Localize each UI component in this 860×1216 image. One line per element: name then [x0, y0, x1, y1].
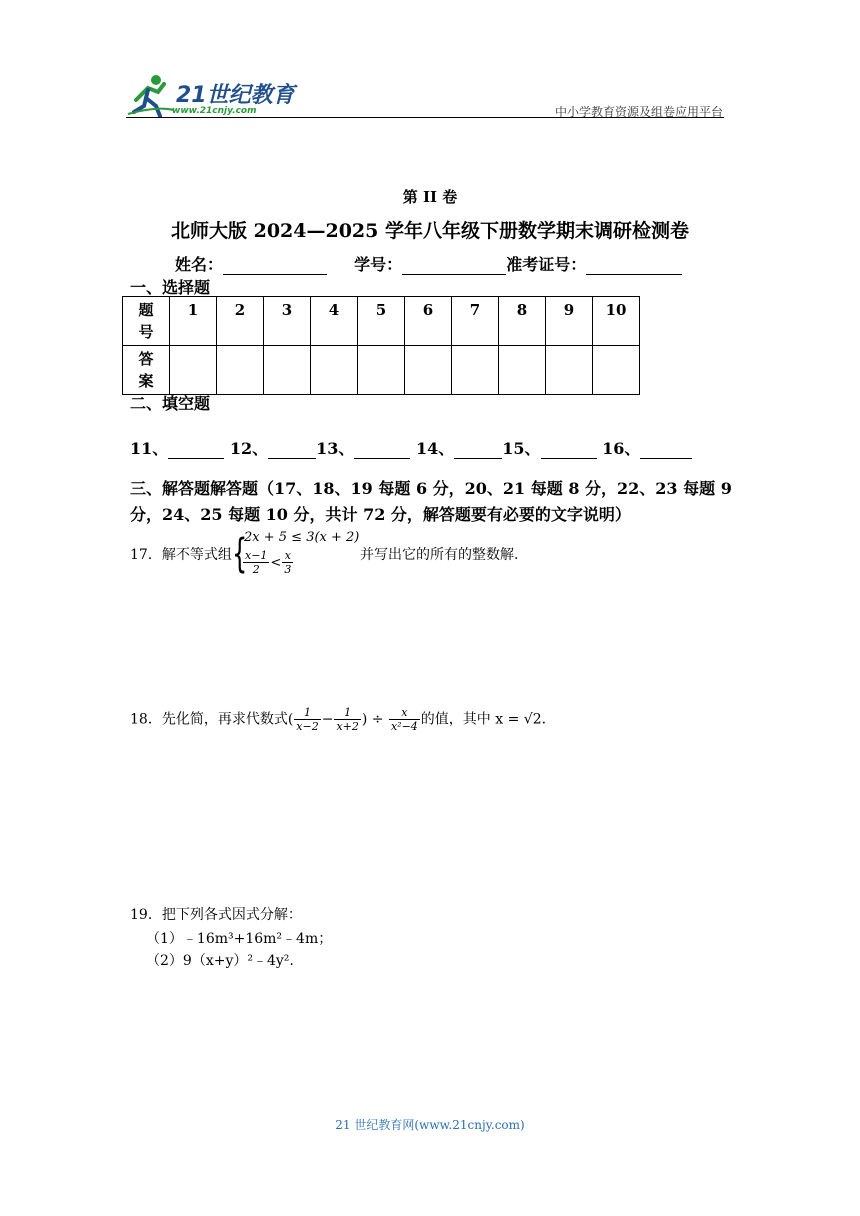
name-field[interactable] — [223, 258, 327, 275]
blank-label: 14、 — [416, 439, 455, 458]
question-19-stem: 19．把下列各式因式分解： — [130, 907, 302, 923]
question-number-cell: 5 — [358, 297, 405, 346]
blank-field[interactable] — [354, 442, 410, 459]
blank-label: 15、 — [502, 439, 541, 458]
section2-heading: 二、填空题 — [130, 394, 211, 413]
question-number-row — [123, 297, 640, 346]
answer-table — [122, 296, 640, 395]
paper-title: 北师大版 2024—2025 学年八年级下册数学期末调研检测卷 — [171, 220, 689, 242]
blank-label: 12、 — [229, 439, 269, 458]
question-number-cell: 8 — [499, 297, 546, 346]
answer-header: 答案 — [123, 346, 170, 395]
answer-cell[interactable] — [311, 346, 358, 395]
section3-heading: 三、解答题解答题（17、18、19 每题 6 分，20、21 每题 8 分，22、23 每题 9 分，24、25 每题 10 分，共计 72 分，解答题要有必要的文字说明） — [130, 479, 732, 524]
logo-text: 21世纪教育 — [176, 83, 295, 108]
q18-fraction: $\frac{x}{\text{x²−4}}$ — [390, 706, 418, 733]
answer-cell[interactable] — [452, 346, 499, 395]
answer-cell[interactable] — [499, 346, 546, 395]
header-divider — [126, 117, 724, 118]
q17-inequality-2: $\frac{x-1}{2}$ < $\frac{x}{3}$ — [245, 549, 292, 576]
answer-cell[interactable] — [264, 346, 311, 395]
question-18: 18．先化简，再求代数式( $\frac{1}{x-2}$ − $\frac{1}{x+2}$ ) ÷ $\frac{x}{\text{x²−4}}$ 的值，其中 x = √2. — [130, 706, 547, 733]
question-19-part2: （2）9（x+y）²﹣4y². — [146, 953, 294, 969]
blank-label: 13、 — [316, 439, 355, 458]
platform-label: 中小学教育资源及组卷应用平台 — [554, 105, 723, 119]
q17-fraction: $\frac{x}{3}$ — [284, 549, 292, 576]
q17-suffix: 并写出它的所有的整数解. — [360, 547, 519, 563]
answer-cell[interactable] — [170, 346, 217, 395]
volume-label: 第 II 卷 — [402, 188, 458, 206]
q17-inequality-1: 2x + 5 ≤ 3(x + 2) — [244, 530, 360, 545]
blank-field[interactable] — [268, 442, 316, 459]
section1-heading: 一、选择题 — [130, 278, 211, 297]
runner-logo-icon — [126, 70, 176, 120]
q18-suffix: 的值，其中 x = √2. — [420, 711, 547, 728]
brace-icon: { — [232, 531, 248, 577]
answer-cell[interactable] — [593, 346, 640, 395]
question-number-cell: 7 — [452, 297, 499, 346]
logo-url: www.21cnjy.com — [172, 106, 257, 116]
exam-number-label: 准考证号： — [506, 255, 587, 274]
q17-prefix: 17．解不等式组 — [130, 547, 232, 563]
blank-field[interactable] — [640, 442, 692, 459]
answer-cell[interactable] — [217, 346, 264, 395]
answer-cell[interactable] — [405, 346, 452, 395]
question-number-cell: 2 — [217, 297, 264, 346]
student-id-label: 学号： — [354, 255, 403, 274]
q18-fraction: $\frac{1}{x+2}$ — [336, 706, 359, 733]
question-number-cell: 4 — [311, 297, 358, 346]
question-number-cell: 6 — [405, 297, 452, 346]
question-number-header: 题号 — [123, 297, 170, 346]
blank-label: 16、 — [602, 439, 641, 458]
question-number-cell: 9 — [546, 297, 593, 346]
answer-cell[interactable] — [546, 346, 593, 395]
q17-fraction: $\frac{x-1}{2}$ — [245, 549, 268, 576]
student-id-field[interactable] — [402, 258, 506, 275]
blank-field[interactable] — [168, 442, 224, 459]
q18-fraction: $\frac{1}{x-2}$ — [296, 706, 319, 733]
question-number-cell: 1 — [170, 297, 217, 346]
answer-row — [123, 346, 640, 395]
exam-number-field[interactable] — [586, 258, 682, 275]
answer-cell[interactable] — [358, 346, 405, 395]
q18-prefix: 18．先化简，再求代数式( — [130, 711, 294, 728]
blank-field[interactable] — [454, 442, 502, 459]
question-number-cell: 3 — [264, 297, 311, 346]
blank-label: 11、 — [130, 439, 169, 458]
blank-field[interactable] — [541, 442, 597, 459]
student-info-row — [175, 252, 682, 275]
fill-blank-row — [130, 436, 692, 459]
name-label: 姓名： — [175, 255, 224, 274]
footer-link[interactable]: 21 世纪教育网(www.21cnjy.com) — [335, 1118, 525, 1132]
question-19-part1: （1）﹣16m³+16m²﹣4m； — [146, 931, 333, 947]
question-number-cell: 10 — [593, 297, 640, 346]
